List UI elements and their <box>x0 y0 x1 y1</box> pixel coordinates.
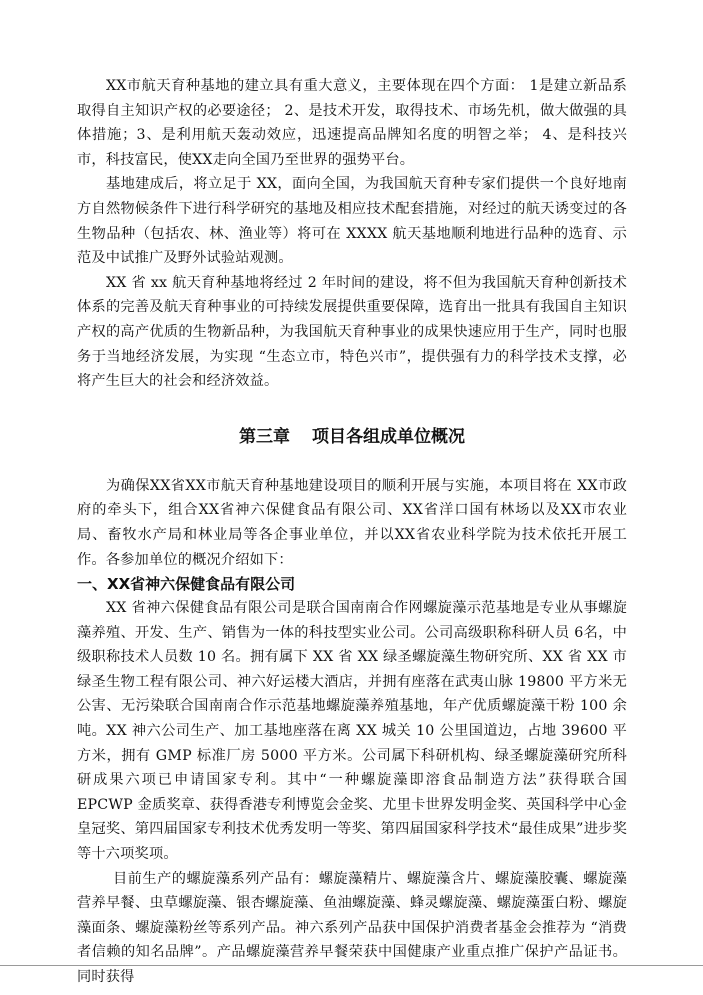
paragraph-company-products: 目前生产的螺旋藻系列产品有：螺旋藻精片、螺旋藻含片、螺旋藻胶囊、螺旋藻营养早餐、虫草螺旋藻、银杏螺旋藻、鱼油螺旋藻、蜂灵螺旋藻、螺旋藻蛋白粉、螺旋藻面条、螺旋藻粉丝等系列产品。神六系列产品获中国保护消费者基金会推荐为 “消费者信赖的知名品牌”。产品螺旋藻营养早餐荣获中国健康产业重点推广保护产品证书。同时获得 <box>77 870 627 985</box>
paragraph-units-intro: 为确保XX省XX市航天育种基地建设项目的顺利开展与实施，本项目将在 XX市政府的牵头下，组合XX省神六保健食品有限公司、XX省洋口国有林场以及XX市农业局、畜牧水产局和林业局等各企事业单位，并以XX省农业科学院为技术依托开展工作。各参加单位的概况介绍如下： <box>77 477 627 568</box>
section-heading: 一、XX省神六保健食品有限公司 <box>77 575 296 594</box>
paragraph-base-outcome: XX 省 xx 航天育种基地将经过 2 年时间的建设，将不但为我国航天育种创新技术体系的完善及航天育种事业的可持续发展提供重要保障，选育出一批具有我国自主知识产权的高产优质的生物新品种，为我国航天育种事业的成果快速应用于生产，同时也服务于当地经济发展，为实现 “生态立市，特色兴市”，提供强有力的科学技术支撑，必将产生巨大的社会和经济效益。 <box>77 274 627 390</box>
chapter-heading <box>77 424 627 450</box>
paragraph-company-profile: XX 省神六保健食品有限公司是联合国南南合作网螺旋藻示范基地是专业从事螺旋藻养殖、开发、生产、销售为一体的科技型实业公司。公司高级职称科研人员 6名，中级职称技术人员数 10 名。拥有属下 XX 省 XX 绿圣螺旋藻生物研究所、XX 省 XX 市绿圣生物工程有限公司、神六好运楼大酒店，并拥有座落在武夷山脉 19800 平方米无公害、无污染联合国南南合作示范基地螺旋藻养殖基地，年产优质螺旋藻干粉 100 余吨。XX 神六公司生产、加工基地座落在离 XX 城关 10 公里国道边，占地 39600 平方米，拥有 GMP 标准厂房 5000 平方米。公司属下科研机构、绿圣螺旋藻研究所科研成果六项已申请国家专利。其中“一种螺旋藻即溶食品制造方法”获得联合国 EPCWP 金质奖章、获得香港专利博览会金奖、尤里卡世界发明金奖、英国科学中心金皇冠奖、第四届国家专利技术优秀发明一等奖、第四届国家科学技术“最佳成果”进步奖等十六项奖项。 <box>77 600 627 863</box>
paragraph-significance: XX市航天育种基地的建立具有重大意义，主要体现在四个方面： 1是建立新品系取得自主知识产权的必要途径； 2、是技术开发，取得技术、市场先机，做大做强的具体措施；3、是利用航天轰动效应，迅速提高品牌知名度的明智之举； 4、是科技兴市，科技富民，使XX走向全国乃至世界的强势平台。 <box>77 78 627 168</box>
document-body <box>77 74 627 990</box>
chapter-title: 项目各组成单位概况 <box>312 426 465 447</box>
paragraph-base-purpose: 基地建成后，将立足于 XX，面向全国，为我国航天育种专家们提供一个良好地南方自然物候条件下进行科学研究的基地及相应技术配套措施，对经过的航天诱变过的各生物品种（包括农、林、渔业等）将可在 XXXX 航天基地顺利地进行品种的选育、示范及中试推广及野外试验站观测。 <box>77 176 627 267</box>
chapter-number: 第三章 <box>239 426 290 447</box>
page-bottom-rule <box>0 965 703 966</box>
